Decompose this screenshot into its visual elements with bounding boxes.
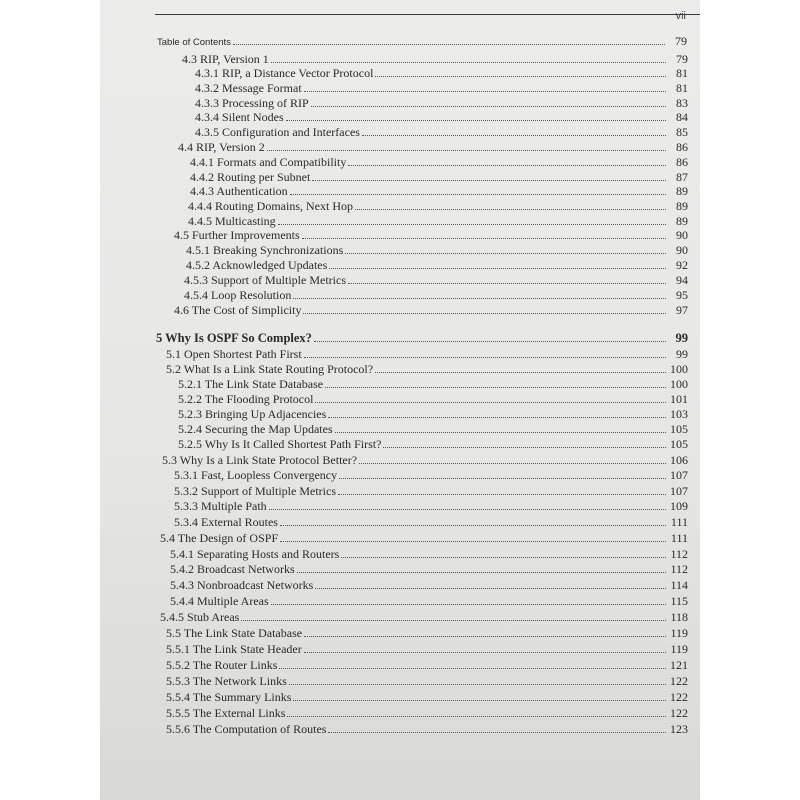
- toc-entry-page: 114: [670, 578, 688, 592]
- leader-dots: [287, 706, 666, 717]
- toc-entry: [178, 140, 688, 154]
- leader-dots: [302, 228, 666, 239]
- toc-entry: [174, 468, 688, 482]
- toc-entry-title: 5.4.2 Broadcast Networks: [170, 562, 295, 576]
- toc-entry: [195, 66, 688, 80]
- toc-entry-title: 4.3.3 Processing of RIP: [195, 96, 309, 110]
- leader-dots: [375, 362, 666, 373]
- leader-dots: [303, 303, 666, 314]
- toc-entry: [195, 110, 688, 124]
- toc-entry: [162, 453, 688, 467]
- toc-entry-page: 118: [670, 610, 688, 624]
- toc-entry-title: 4.6 The Cost of Simplicity: [174, 303, 302, 317]
- toc-entry-page: 105: [670, 422, 688, 436]
- toc-entry-page: 94: [676, 273, 688, 287]
- toc-entry-page: 100: [670, 362, 688, 376]
- toc-entry: [174, 515, 688, 529]
- header-rule: [155, 14, 700, 15]
- toc-entry-page: 122: [670, 706, 688, 720]
- toc-entry-page: 105: [670, 437, 688, 451]
- leader-dots: [315, 392, 666, 403]
- toc-entry-title: 4.3 RIP, Version 1: [182, 52, 269, 66]
- toc-entry-title: 4.4.1 Formats and Compatibility: [190, 155, 347, 169]
- toc-entry-title: 5.4 The Design of OSPF: [160, 531, 279, 545]
- toc-entry: [178, 377, 688, 391]
- toc-entry: [195, 81, 688, 95]
- toc-entry-title: 5.3.4 External Routes: [174, 515, 278, 529]
- toc-entry-page: 90: [676, 243, 688, 257]
- toc-entry-page: 79: [676, 52, 688, 66]
- toc-entry: [166, 642, 688, 656]
- toc-entry-title: 5.5.3 The Network Links: [166, 674, 287, 688]
- leader-dots: [314, 331, 666, 342]
- toc-entry: [174, 499, 688, 513]
- toc-entry-page: 107: [670, 468, 688, 482]
- toc-entry-title: 4.3.1 RIP, a Distance Vector Protocol: [195, 66, 374, 80]
- toc-entry-page: 99: [676, 347, 688, 361]
- toc-entry-title: 5.4.1 Separating Hosts and Routers: [170, 547, 340, 561]
- leader-dots: [293, 288, 666, 299]
- toc-entry: [166, 690, 688, 704]
- toc-entry-title: 4.5.2 Acknowledged Updates: [186, 258, 328, 272]
- toc-entry: [160, 610, 688, 624]
- toc-entry: [170, 547, 688, 561]
- toc-entry-page: 109: [670, 499, 688, 513]
- leader-dots: [304, 347, 666, 358]
- toc-entry-page: 87: [676, 170, 688, 184]
- toc-entry-title: 5.2.1 The Link State Database: [178, 377, 324, 391]
- toc-entry: [188, 214, 688, 228]
- leader-dots: [290, 184, 666, 195]
- leader-dots: [280, 515, 666, 526]
- toc-entry-page: 89: [676, 214, 688, 228]
- leader-dots: [286, 110, 666, 121]
- leader-dots: [269, 499, 666, 510]
- toc-entry-page: 119: [670, 626, 688, 640]
- toc-entry: [186, 243, 688, 257]
- toc-entry-page: 89: [676, 184, 688, 198]
- toc-entry-page: 115: [670, 594, 688, 608]
- toc-entry-title: 5.5.2 The Router Links: [166, 658, 278, 672]
- toc-chapter-entry: [156, 331, 688, 345]
- leader-dots: [311, 96, 666, 107]
- toc-entry: [190, 184, 688, 198]
- toc-entry-page: 85: [676, 125, 688, 139]
- leader-dots: [267, 140, 666, 151]
- toc-entry-title: 5.5.4 The Summary Links: [166, 690, 292, 704]
- toc-entry-page: 123: [670, 722, 688, 736]
- toc-entry-page: 100: [670, 377, 688, 391]
- toc-entry: [184, 288, 688, 302]
- toc-entry-page: 86: [676, 155, 688, 169]
- leader-dots: [289, 674, 666, 685]
- leader-dots: [355, 199, 666, 210]
- leader-dots: [304, 642, 666, 653]
- toc-entry-title: 4.3.4 Silent Nodes: [195, 110, 284, 124]
- toc-entry-page: 106: [670, 453, 688, 467]
- leader-dots: [271, 594, 666, 605]
- toc-entry-title: 4.4.5 Multicasting: [188, 214, 276, 228]
- toc-entry: [170, 562, 688, 576]
- toc-entry-page: 119: [670, 642, 688, 656]
- toc-entry-title: 5.2.2 The Flooding Protocol: [178, 392, 314, 406]
- leader-dots: [233, 34, 665, 45]
- toc-entry: [178, 392, 688, 406]
- leader-dots: [271, 52, 666, 63]
- toc-entry-page: 99: [675, 331, 688, 345]
- leader-dots: [325, 377, 666, 388]
- toc-entry: [166, 347, 688, 361]
- toc-entry-title: 5.4.4 Multiple Areas: [170, 594, 269, 608]
- leader-dots: [278, 214, 666, 225]
- leader-dots: [328, 407, 666, 418]
- toc-entry: [170, 594, 688, 608]
- leader-dots: [359, 453, 666, 464]
- leader-dots: [341, 547, 666, 558]
- toc-entry-title: 4.5.1 Breaking Synchronizations: [186, 243, 344, 257]
- toc-entry-title: 5.1 Open Shortest Path First: [166, 347, 302, 361]
- toc-entry-page: 101: [670, 392, 688, 406]
- toc-entry-title: 4.4 RIP, Version 2: [178, 140, 265, 154]
- toc-entry-title: 5.3.2 Support of Multiple Metrics: [174, 484, 336, 498]
- toc-entry: [178, 407, 688, 421]
- toc-entry: [186, 258, 688, 272]
- toc-entry-page: 111: [670, 515, 688, 529]
- toc-entry-title: 5 Why Is OSPF So Complex?: [156, 331, 312, 345]
- toc-entry: [184, 273, 688, 287]
- leader-dots: [312, 170, 666, 181]
- toc-entry: [166, 362, 688, 376]
- toc-entry-title: 5.3 Why Is a Link State Protocol Better?: [162, 453, 358, 467]
- toc-entry-title: 5.2 What Is a Link State Routing Protocol?: [166, 362, 374, 376]
- running-header-page: 79: [675, 34, 687, 48]
- leader-dots: [328, 722, 666, 733]
- leader-dots: [348, 273, 666, 284]
- toc-entry-title: 5.2.3 Bringing Up Adjacencies: [178, 407, 327, 421]
- leader-dots: [315, 578, 666, 589]
- toc-entry: [174, 484, 688, 498]
- toc-entry: [166, 626, 688, 640]
- leader-dots: [375, 66, 666, 77]
- toc-entry-page: 103: [670, 407, 688, 421]
- toc-entry-page: 83: [676, 96, 688, 110]
- toc-entry-page: 97: [676, 303, 688, 317]
- leader-dots: [338, 484, 666, 495]
- toc-entry: [182, 52, 688, 66]
- toc-entry-page: 84: [676, 110, 688, 124]
- toc-entry-page: 122: [670, 674, 688, 688]
- toc-entry: [166, 722, 688, 736]
- toc-entry-page: 90: [676, 228, 688, 242]
- toc-entry-page: 122: [670, 690, 688, 704]
- leader-dots: [304, 81, 666, 92]
- toc-entry-title: 4.3.5 Configuration and Interfaces: [195, 125, 360, 139]
- toc-entry: [166, 674, 688, 688]
- toc-entry-page: 89: [676, 199, 688, 213]
- toc-entry-page: 112: [670, 547, 688, 561]
- toc-entry: [174, 228, 688, 242]
- toc-entry-title: 4.4.2 Routing per Subnet: [190, 170, 311, 184]
- toc-entry: [188, 199, 688, 213]
- toc-entry-title: 5.2.5 Why Is It Called Shortest Path First?: [178, 437, 382, 451]
- toc-entry: [178, 422, 688, 436]
- toc-entry: [166, 658, 688, 672]
- running-header: [157, 34, 687, 50]
- toc-entry: [178, 437, 688, 451]
- leader-dots: [329, 258, 666, 269]
- toc-entry-page: 111: [670, 531, 688, 545]
- toc-entry-page: 121: [670, 658, 688, 672]
- toc-entry: [195, 125, 688, 139]
- toc-entry-page: 92: [676, 258, 688, 272]
- leader-dots: [362, 125, 666, 136]
- toc-entry: [190, 155, 688, 169]
- toc-entry-title: 5.5.5 The External Links: [166, 706, 286, 720]
- toc-entry-title: 4.3.2 Message Format: [195, 81, 302, 95]
- leader-dots: [279, 658, 666, 669]
- toc-entry-title: 5.2.4 Securing the Map Updates: [178, 422, 333, 436]
- toc-entry-title: 4.4.3 Authentication: [190, 184, 288, 198]
- leader-dots: [293, 690, 666, 701]
- book-page: [100, 0, 700, 800]
- leader-dots: [339, 468, 666, 479]
- leader-dots: [335, 422, 666, 433]
- leader-dots: [348, 155, 666, 166]
- roman-page-number: vii: [675, 10, 686, 22]
- toc-entry: [195, 96, 688, 110]
- leader-dots: [297, 562, 666, 573]
- toc-entry: [160, 531, 688, 545]
- toc-entry-page: 112: [670, 562, 688, 576]
- toc-entry: [170, 578, 688, 592]
- toc-entry: [190, 170, 688, 184]
- leader-dots: [345, 243, 666, 254]
- toc-entry: [174, 303, 688, 317]
- toc-entry-title: 5.5 The Link State Database: [166, 626, 303, 640]
- toc-entry-page: 81: [676, 81, 688, 95]
- toc-entry-page: 86: [676, 140, 688, 154]
- toc-entry-title: 4.5 Further Improvements: [174, 228, 300, 242]
- toc-entry: [166, 706, 688, 720]
- toc-entry-page: 81: [676, 66, 688, 80]
- toc-entry-page: 107: [670, 484, 688, 498]
- leader-dots: [280, 531, 666, 542]
- toc-entry-title: 4.5.4 Loop Resolution: [184, 288, 292, 302]
- toc-entry-page: 95: [676, 288, 688, 302]
- running-header-label: Table of Contents: [157, 37, 231, 48]
- toc-entry-title: 4.5.3 Support of Multiple Metrics: [184, 273, 346, 287]
- toc-entry-title: 5.3.1 Fast, Loopless Convergency: [174, 468, 338, 482]
- toc-entry-title: 5.5.6 The Computation of Routes: [166, 722, 327, 736]
- toc-entry-title: 4.4.4 Routing Domains, Next Hop: [188, 199, 353, 213]
- leader-dots: [383, 437, 666, 448]
- leader-dots: [241, 610, 666, 621]
- leader-dots: [304, 626, 666, 637]
- toc-entry-title: 5.3.3 Multiple Path: [174, 499, 267, 513]
- toc-entry-title: 5.4.5 Stub Areas: [160, 610, 240, 624]
- toc-entry-title: 5.5.1 The Link State Header: [166, 642, 302, 656]
- toc-entry-title: 5.4.3 Nonbroadcast Networks: [170, 578, 314, 592]
